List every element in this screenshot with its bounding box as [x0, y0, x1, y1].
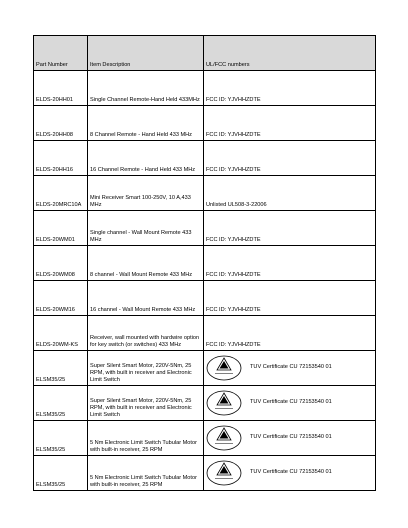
description-cell: Mini Receiver Smart 100-250V, 10 A,433 MHz [88, 176, 204, 211]
header-ul-fcc-numbers: UL/FCC numbers [204, 36, 376, 71]
description-cell: Single Channel Remote-Hand Held 433MHz [88, 71, 204, 106]
part-number-cell: ELDS-20WM16 [34, 281, 88, 316]
certificate-number: TUV Certificate CU 72153540 01 [250, 364, 332, 370]
table-row [34, 176, 376, 211]
certification-cell: FCC ID: YJVHHZDTE [204, 106, 376, 141]
certification-cell [204, 386, 376, 421]
certification-cell [204, 456, 376, 491]
part-number-cell: ELDS-20WM01 [34, 211, 88, 246]
description-cell: 8 channel - Wall Mount Remote 433 MHz [88, 246, 204, 281]
tuv-certification-mark-icon [206, 425, 242, 451]
tuv-certification-mark-icon [206, 390, 242, 416]
table-row [34, 211, 376, 246]
certification-cell: Unlisted UL508-3-22006 [204, 176, 376, 211]
part-number-cell: ELSM35/25 [34, 351, 88, 386]
certification-cell: FCC ID: YJVHHZDTE [204, 211, 376, 246]
table-row [34, 106, 376, 141]
table-row [34, 246, 376, 281]
product-table [33, 35, 376, 491]
table-row [34, 316, 376, 351]
tuv-certification-mark-icon [206, 460, 242, 486]
description-cell: 5 Nm Electronic Limit Switch Tubular Motor with built-in receiver, 25 RPM [88, 456, 204, 491]
certificate-number: TUV Certificate CU 72153540 01 [250, 434, 332, 440]
description-cell: 8 Channel Remote - Hand Held 433 MHz [88, 106, 204, 141]
part-number-cell: ELSM35/25 [34, 421, 88, 456]
description-cell: 5 Nm Electronic Limit Switch Tubular Motor with built-in receiver, 25 RPM [88, 421, 204, 456]
certification-cell [204, 421, 376, 456]
part-number-cell: ELDS-20MRC10A [34, 176, 88, 211]
certification-cell [204, 351, 376, 386]
table-header-row [34, 36, 376, 71]
certification-cell: FCC ID: YJVHHZDTE [204, 71, 376, 106]
table-row [34, 351, 376, 386]
part-number-cell: ELDS-20HH01 [34, 71, 88, 106]
table-row [34, 456, 376, 491]
table-row [34, 141, 376, 176]
description-cell: Single channel - Wall Mount Remote 433 MHz [88, 211, 204, 246]
certification-cell: FCC ID: YJVHHZDTE [204, 246, 376, 281]
table-row [34, 421, 376, 456]
part-number-cell: ELSM35/25 [34, 386, 88, 421]
certification-cell: FCC ID: YJVHHZDTE [204, 316, 376, 351]
part-number-cell: ELDS-20HH16 [34, 141, 88, 176]
certification-cell: FCC ID: YJVHHZDTE [204, 281, 376, 316]
table-row [34, 71, 376, 106]
tuv-certification-mark-icon [206, 355, 242, 381]
part-number-cell: ELDS-20HH08 [34, 106, 88, 141]
description-cell: Super Silent Smart Motor, 220V-5Nm, 25 RPM, with built in receiver and Electronic Limit Switch [88, 351, 204, 386]
table-row [34, 386, 376, 421]
certification-cell: FCC ID: YJVHHZDTE [204, 141, 376, 176]
header-part-number: Part Number [34, 36, 88, 71]
certificate-number: TUV Certificate CU 72153540 01 [250, 469, 332, 475]
table-body [34, 71, 376, 491]
header-item-description: Item Description [88, 36, 204, 71]
description-cell: Super Silent Smart Motor, 220V-5Nm, 25 RPM, with built in receiver and Electronic Limit Switch [88, 386, 204, 421]
description-cell: Receiver, wall mounted with hardwire option for key switch (or switches) 433 MHz [88, 316, 204, 351]
description-cell: 16 channel - Wall Mount Remote 433 MHz [88, 281, 204, 316]
table-row [34, 281, 376, 316]
certificate-number: TUV Certificate CU 72153540 01 [250, 399, 332, 405]
part-number-cell: ELDS-20WM08 [34, 246, 88, 281]
part-number-cell: ELDS-20WM-KS [34, 316, 88, 351]
description-cell: 16 Channel Remote - Hand Held 433 MHz [88, 141, 204, 176]
part-number-cell: ELSM35/25 [34, 456, 88, 491]
